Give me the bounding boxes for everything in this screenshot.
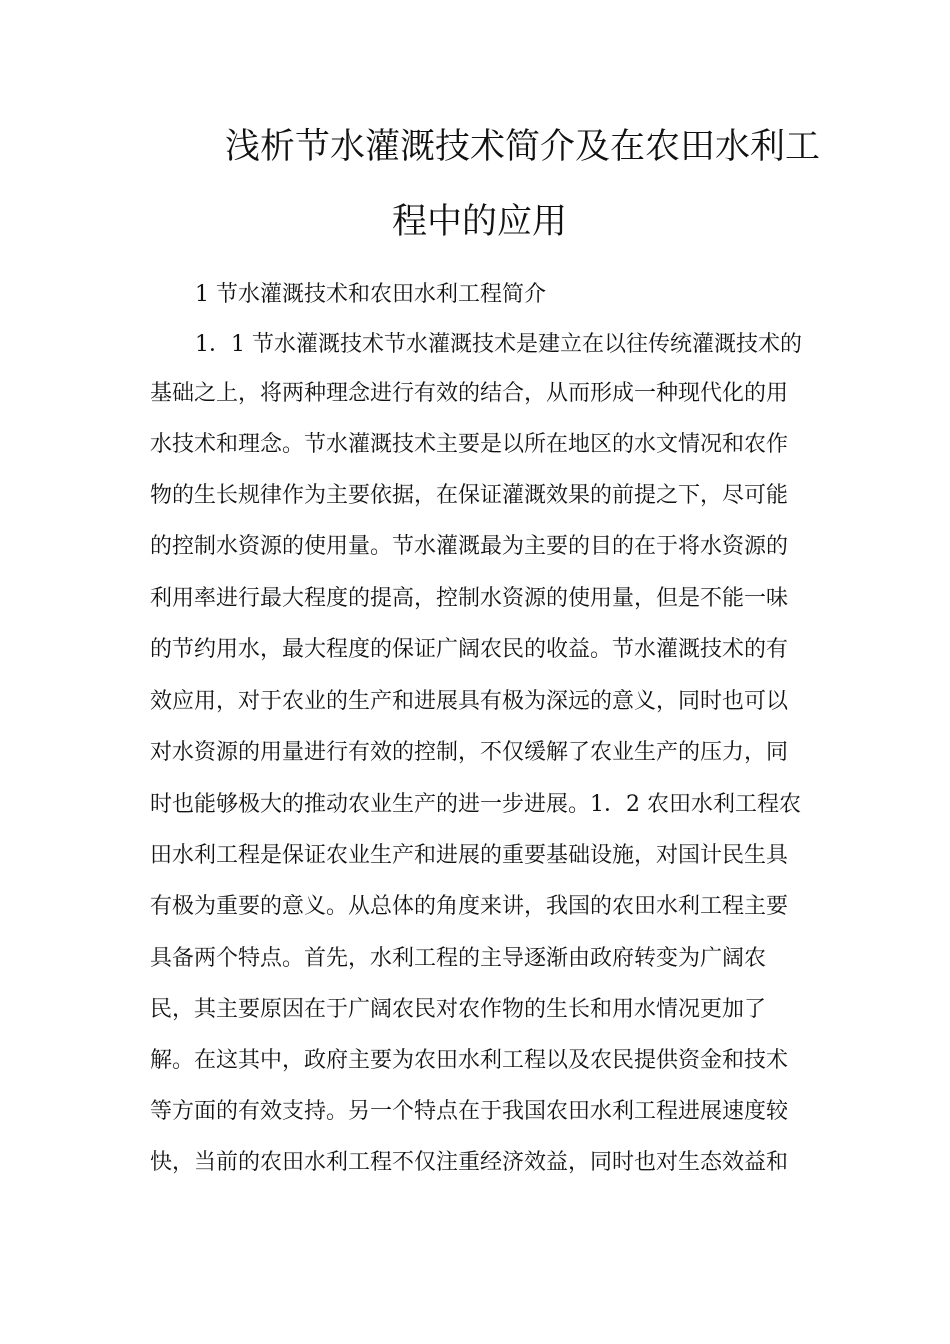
section-heading: 1 节水灌溉技术和农田水利工程简介 [195, 282, 546, 307]
body-text-line: 物的生长规律作为主要依据，在保证灌溉效果的前提之下，尽可能 [150, 483, 789, 508]
document-title-line-2: 程中的应用 [392, 202, 568, 242]
body-text-line: 等方面的有效支持。另一个特点在于我国农田水利工程进展速度较 [150, 1099, 789, 1124]
body-text-line: 利用率进行最大程度的提高，控制水资源的使用量，但是不能一味 [150, 586, 789, 611]
body-text-line: 的节约用水，最大程度的保证广阔农民的收益。节水灌溉技术的有 [150, 637, 789, 662]
body-text-line: 民，其主要原因在于广阔农民对农作物的生长和用水情况更加了 [150, 997, 767, 1022]
body-text-line: 有极为重要的意义。从总体的角度来讲，我国的农田水利工程主要 [150, 894, 789, 919]
body-text-line: 对水资源的用量进行有效的控制，不仅缓解了农业生产的压力，同 [150, 740, 789, 765]
body-text-line: 的控制水资源的使用量。节水灌溉最为主要的目的在于将水资源的 [150, 534, 789, 559]
body-text-line: 具备两个特点。首先，水利工程的主导逐渐由政府转变为广阔农 [150, 946, 767, 971]
body-text-line: 田水利工程是保证农业生产和进展的重要基础设施，对国计民生具 [150, 843, 789, 868]
body-text-line: 解。在这其中，政府主要为农田水利工程以及农民提供资金和技术 [150, 1048, 789, 1073]
body-text-line: 1．1 节水灌溉技术节水灌溉技术是建立在以往传统灌溉技术的 [195, 332, 802, 357]
body-text-line: 效应用，对于农业的生产和进展具有极为深远的意义，同时也可以 [150, 689, 789, 714]
body-text-line: 时也能够极大的推动农业生产的进一步进展。1．2 农田水利工程农 [150, 792, 801, 817]
body-text-line: 水技术和理念。节水灌溉技术主要是以所在地区的水文情况和农作 [150, 432, 789, 457]
body-text-line: 基础之上，将两种理念进行有效的结合，从而形成一种现代化的用 [150, 381, 789, 406]
body-text-line: 快，当前的农田水利工程不仅注重经济效益，同时也对生态效益和 [150, 1150, 789, 1175]
document-title-line-1: 浅析节水灌溉技术简介及在农田水利工 [225, 127, 821, 167]
